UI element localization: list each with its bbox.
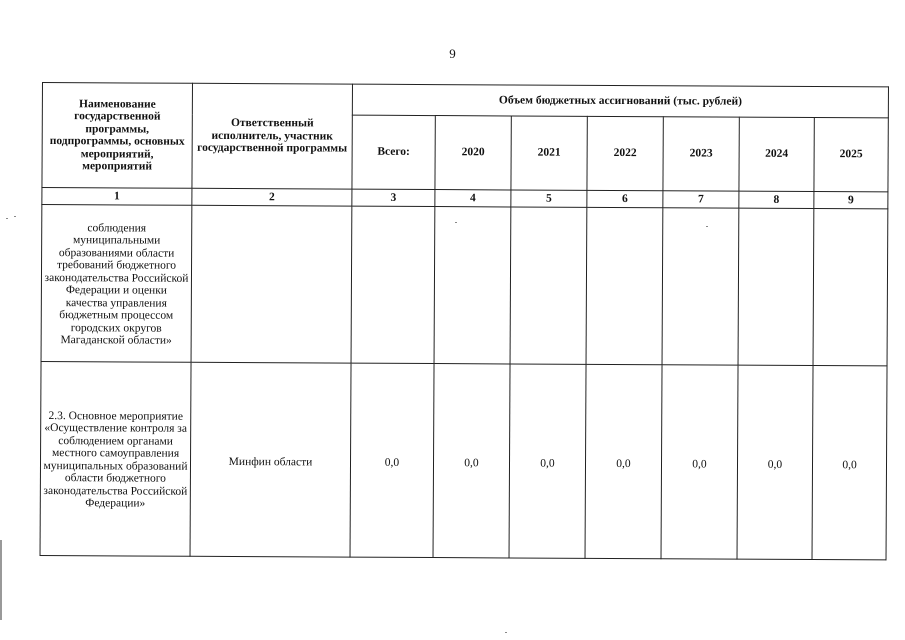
row-value-2023: 0,0 <box>661 365 738 559</box>
column-number: 4 <box>435 190 511 207</box>
row-value-2021 <box>510 207 587 364</box>
header-executor: Ответственный исполнитель, участник государственной программы <box>192 83 353 189</box>
header-total: Всего: <box>352 115 435 189</box>
column-number: 8 <box>739 191 814 208</box>
header-year-2021: 2021 <box>511 116 587 190</box>
column-number: 5 <box>511 190 587 207</box>
column-number: 1 <box>42 188 192 206</box>
scan-speck <box>455 222 457 223</box>
row-executor <box>191 205 352 363</box>
header-year-2023: 2023 <box>663 117 739 191</box>
column-number: 7 <box>663 191 739 208</box>
scan-edge-mark <box>0 540 2 620</box>
table-row <box>41 205 888 366</box>
table-row <box>40 361 887 559</box>
column-number: 2 <box>192 188 352 206</box>
header-program-name: Наименование государственной программы, подпрограммы, основных мероприятий, мероприятий <box>42 83 193 189</box>
row-value-2021: 0,0 <box>509 364 586 558</box>
budget-allocation-table <box>40 82 890 560</box>
row-value-2020: 0,0 <box>433 364 510 558</box>
scan-speck <box>505 632 507 633</box>
column-number: 3 <box>352 189 435 206</box>
row-value-2025 <box>813 209 888 366</box>
header-year-2024: 2024 <box>739 117 814 191</box>
row-program-name: соблюдения муниципальными образованиями области требований бюджетного законодательства Российской Федерации и оценки качества управления бюджетным процессом городских округов Магаданской области» <box>41 205 192 363</box>
row-total: 0,0 <box>350 363 434 557</box>
header-budget-volume: Объем бюджетных ассигнований (тыс. рублей) <box>352 84 888 118</box>
row-value-2022: 0,0 <box>585 364 662 558</box>
header-year-2020: 2020 <box>435 116 511 190</box>
scan-speck <box>6 218 8 219</box>
page-number: 9 <box>449 46 456 61</box>
row-total <box>351 206 435 363</box>
header-year-2025: 2025 <box>814 118 888 192</box>
column-number: 9 <box>814 192 888 209</box>
row-executor: Минфин области <box>190 362 351 557</box>
header-year-2022: 2022 <box>587 117 663 191</box>
row-value-2022 <box>586 207 663 364</box>
row-value-2020 <box>434 207 511 364</box>
scan-speck <box>706 226 708 227</box>
row-value-2024: 0,0 <box>737 365 813 559</box>
row-program-name: 2.3. Основное мероприятие «Осуществление контроля за соблюдением органами местного самоуправления муниципальных образований области бюджетного законодательства Российской Федерации» <box>40 361 191 556</box>
row-value-2025: 0,0 <box>812 366 887 560</box>
row-value-2024 <box>738 208 814 365</box>
row-value-2023 <box>662 208 739 365</box>
column-number: 6 <box>587 190 663 207</box>
scan-speck <box>14 216 16 217</box>
